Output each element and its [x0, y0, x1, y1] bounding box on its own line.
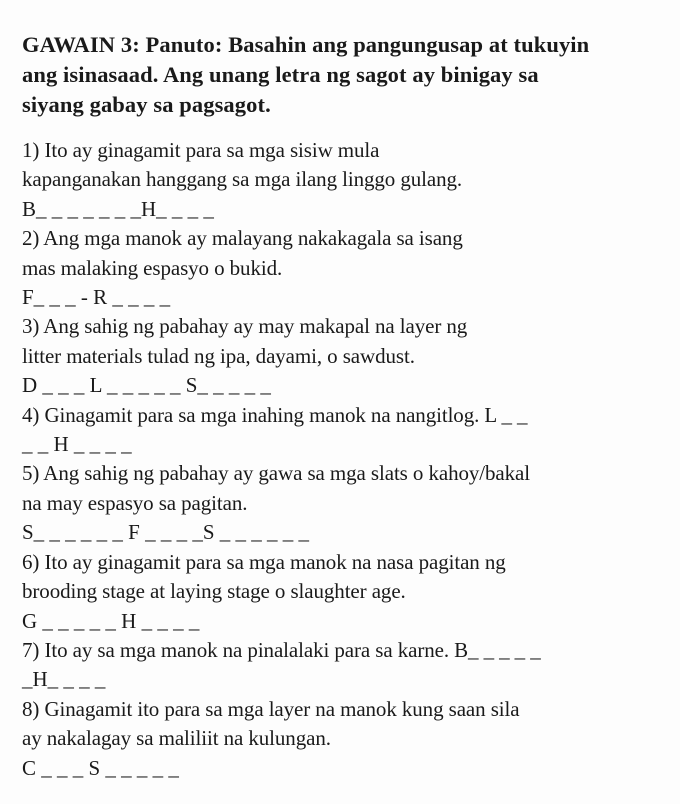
- question-item: [22, 459, 680, 547]
- question-text: 7) Ito ay sa mga manok na pinalalaki para sa karne. B_ _ _ _ _: [22, 637, 541, 662]
- question-list: [22, 136, 680, 783]
- instructions-line: ang isinasaad. Ang unang letra ng sagot ay binigay sa: [22, 62, 539, 87]
- question-item: [22, 636, 680, 695]
- question-text: 1) Ito ay ginagamit para sa mga sisiw mula: [22, 138, 380, 162]
- question-item: [22, 695, 680, 783]
- answer-blank[interactable]: C _ _ _ S _ _ _ _ _: [22, 755, 179, 780]
- answer-blank[interactable]: F_ _ _ - R _ _ _ _: [22, 285, 171, 310]
- question-item: [22, 136, 680, 224]
- question-text: 8) Ginagamit ito para sa mga layer na manok kung saan sila: [22, 696, 520, 721]
- question-item: [22, 312, 680, 400]
- instructions-line: GAWAIN 3: Panuto: Basahin ang pangungusap at tukuyin: [22, 32, 590, 57]
- question-text: mas malaking espasyo o bukid.: [22, 255, 283, 280]
- question-text: brooding stage at laying stage o slaughter age.: [22, 579, 406, 604]
- question-text: 6) Ito ay ginagamit para sa mga manok na nasa pagitan ng: [22, 549, 506, 574]
- question-item: [22, 401, 680, 460]
- question-text: 5) Ang sahig ng pabahay ay gawa sa mga slats o kahoy/bakal: [22, 461, 530, 486]
- question-text: 2) Ang mga manok ay malayang nakakagala sa isang: [22, 226, 463, 251]
- answer-blank[interactable]: S_ _ _ _ _ _ F _ _ _ _S _ _ _ _ _ _: [22, 520, 310, 545]
- question-text: ay nakalagay sa maliliit na kulungan.: [22, 726, 331, 751]
- question-text: kapanganakan hanggang sa mga ilang linggo gulang.: [22, 167, 463, 192]
- question-text: litter materials tulad ng ipa, dayami, o sawdust.: [22, 343, 415, 368]
- question-item: [22, 224, 680, 312]
- answer-blank[interactable]: G _ _ _ _ _ H _ _ _ _: [22, 608, 200, 633]
- question-text: 3) Ang sahig ng pabahay ay may makapal na layer ng: [22, 314, 468, 339]
- answer-blank[interactable]: _H_ _ _ _: [22, 667, 106, 692]
- answer-blank[interactable]: _ _ H _ _ _ _: [22, 432, 132, 457]
- question-item: [22, 548, 680, 636]
- question-text: 4) Ginagamit para sa mga inahing manok na nangitlog. L _ _: [22, 402, 528, 427]
- instructions-heading: [22, 30, 680, 120]
- answer-blank[interactable]: B_ _ _ _ _ _ _H_ _ _ _: [22, 196, 214, 221]
- instructions-line: siyang gabay sa pagsagot.: [22, 92, 271, 117]
- question-text: na may espasyo sa pagitan.: [22, 490, 248, 515]
- answer-blank[interactable]: D _ _ _ L _ _ _ _ _ S_ _ _ _ _: [22, 373, 271, 398]
